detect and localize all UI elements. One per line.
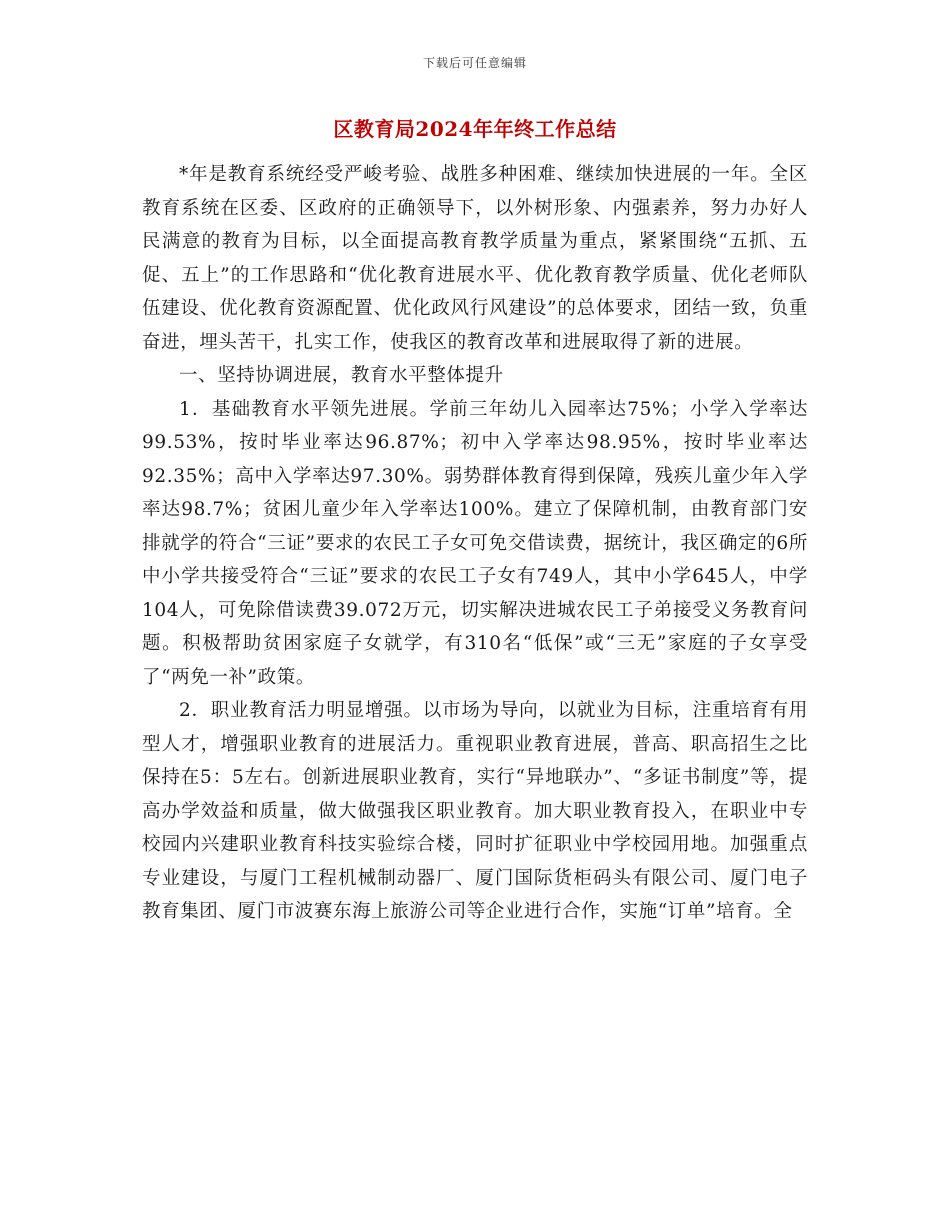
paragraph-intro: *年是教育系统经受严峻考验、战胜多种困难、继续加快进展的一年。全区教育系统在区委、区政府的正确领导下，以外树形象、内强素养，努力办好人民满意的教育为目标，以全面提高教育教学质量为重点，紧紧围绕“五抓、五促、五上”的工作思路和“优化教育进展水平、优化教育教学质量、优化老师队伍建设、优化教育资源配置、优化政风行风建设”的总体要求，团结一致，负重奋进，埋头苦干，扎实工作，使我区的教育改革和进展取得了新的进展。 [142,164,808,353]
header-note: 下载后可任意编辑 [422,56,527,70]
document-title: 区教育局2024年年终工作总结 [333,117,617,141]
paragraph-basic-education: 1．基础教育水平领先进展。学前三年幼儿入园率达75%；小学入学率达99.53%，按时毕业率达96.87%；初中入学率达98.95%，按时毕业率达92.35%；高中入学率达97.30%。弱势群体教育得到保障，残疾儿童少年入学率达98.7%；贫困儿童少年入学率达100%。建立了保障机制，由教育部门安排就学的符合“三证”要求的农民工子女可免交借读费，据统计，我区确定的6所中小学共接受符合“三证”要求的农民工子女有749人，其中小学645人，中学104人，可免除借读费39.072万元，切实解决进城农民工子弟接受义务教育问题。积极帮助贫困家庭子女就学，有310名“低保”或“三无”家庭的子女享受了“两免一补”政策。 [142,398,808,688]
paragraph-vocational-education: 2．职业教育活力明显增强。以市场为导向，以就业为目标，注重培育有用型人才，增强职业教育的进展活力。重视职业教育进展，普高、职高招生之比保持在5：5左右。创新进展职业教育，实行“异地联办”、“多证书制度”等，提高办学效益和质量，做大做强我区职业教育。加大职业教育投入，在职业中专校园内兴建职业教育科技实验综合楼，同时扩征职业中学校园用地。加强重点专业建设，与厦门工程机械制动器厂、厦门国际货柜码头有限公司、厦门电子教育集团、厦门市波赛东海上旅游公司等企业进行合作，实施“订单”培育。全 [142,700,808,922]
section-heading-1: 一、坚持协调进展，教育水平整体提升 [179,365,504,386]
document-body [142,158,808,929]
